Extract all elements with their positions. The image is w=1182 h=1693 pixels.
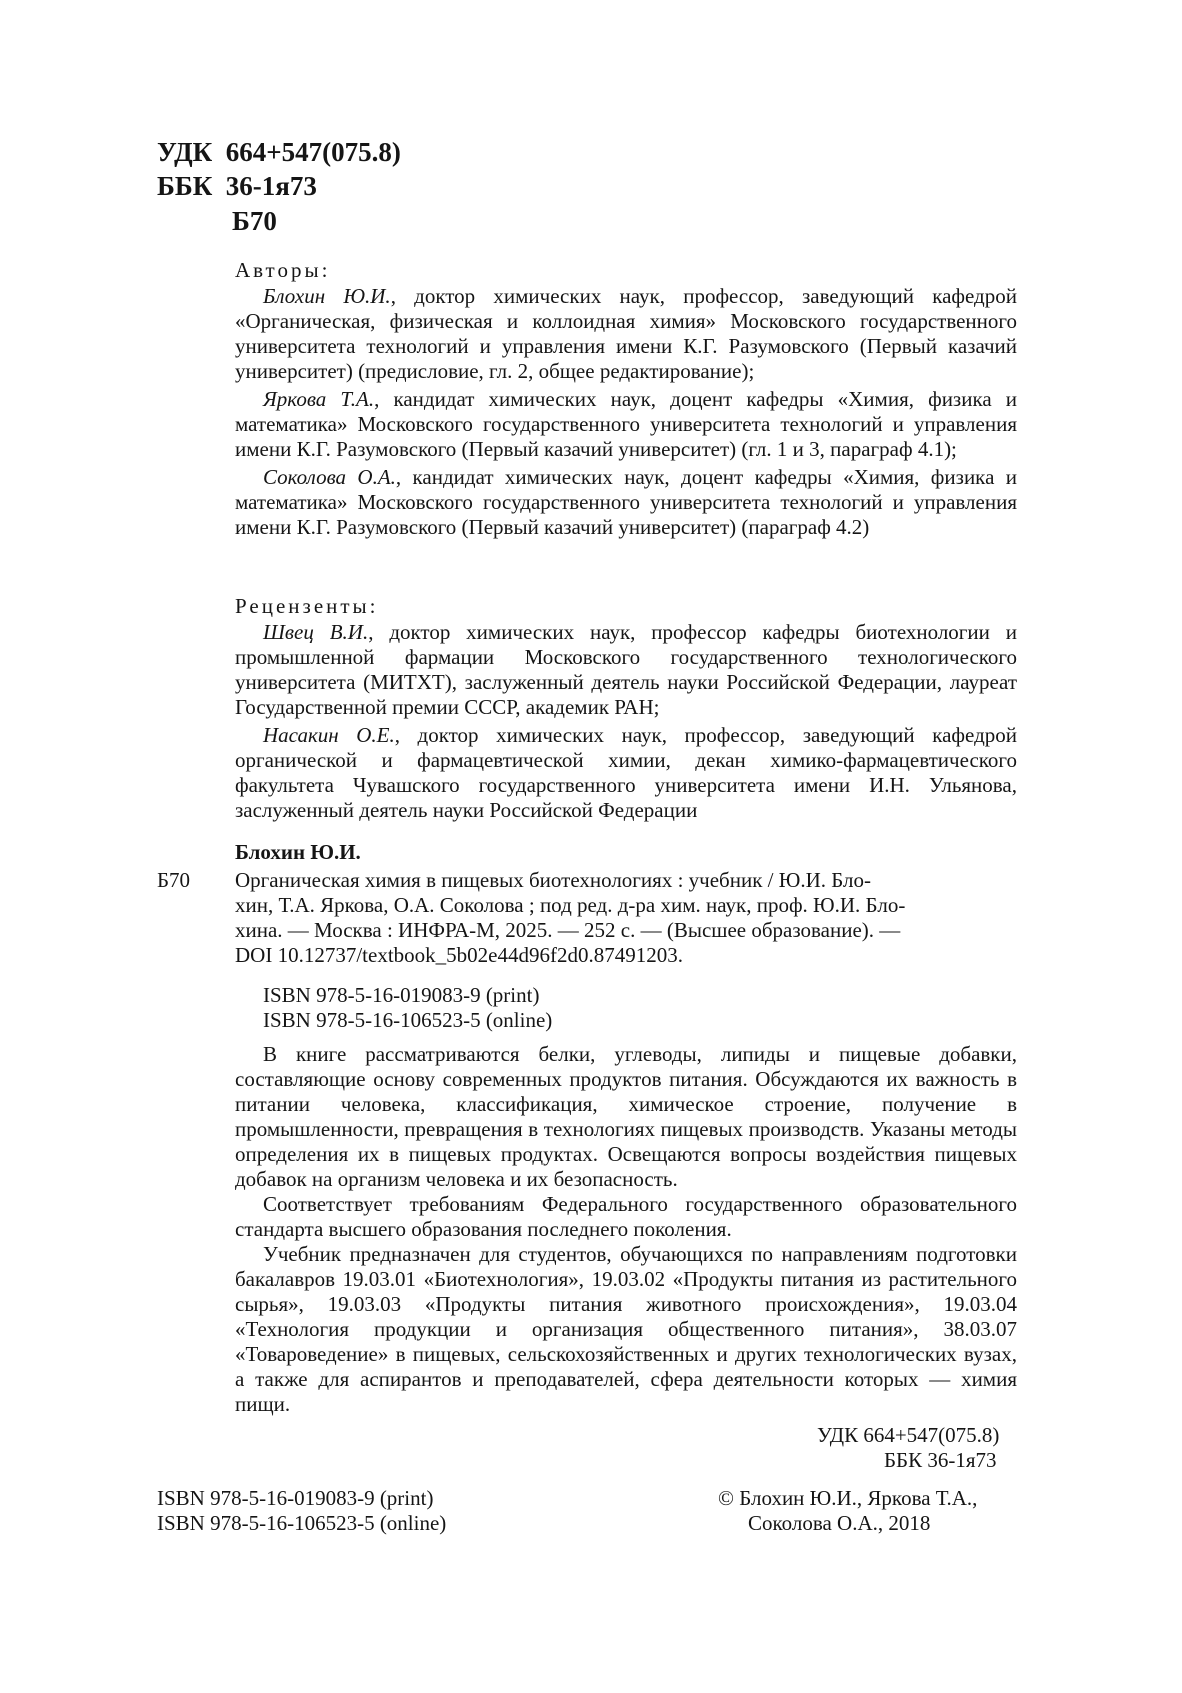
udk-line [157, 136, 401, 169]
copyright-line: Соколова О.А., 2018 [748, 1511, 931, 1535]
isbn-block [263, 983, 552, 1033]
annotation-paragraph: Соответствует требованиям Федерального государственного образовательного стандарта высшего образования последнего поколения. [235, 1192, 1017, 1241]
footer-isbn-print: ISBN 978-5-16-019083-9 (print) [157, 1486, 434, 1510]
copyright [718, 1486, 977, 1536]
author-description: , кандидат химических наук, доцент кафедры «Химия, физика и математика» Московского государственного университета технологий и управления имени К.Г. Разумовского (Первый казачий университет) (гл. 1 и 3, параграф 4.1); [235, 387, 1018, 461]
reviewer-name: Швец В.И. [263, 620, 369, 644]
authors-section [235, 258, 1017, 540]
bbk-line [157, 170, 317, 203]
annotation-paragraph: Учебник предназначен для студентов, обучающихся по направлениям подготовки бакалавров 19.03.01 «Биотехнология», 19.03.02 «Продукты питания из растительного сырья», 19.03.03 «Продукты питания животного происхождения», 19.03.04 «Технология продукции и организация общественного питания», 38.03.07 «Товароведение» в пищевых, сельскохозяйственных и других технологических вузах, а также для аспирантов и преподавателей, сфера деятельности которых — химия пищи. [235, 1242, 1017, 1416]
footer-isbn-online: ISBN 978-5-16-106523-5 (online) [157, 1511, 447, 1535]
isbn-online: ISBN 978-5-16-106523-5 (online) [263, 1008, 553, 1032]
reviewer-description: , доктор химических наук, профессор кафедры биотехнологии и промышленной фармации Московского государственного технологического университета (МИТХТ), заслуженный деятель науки Российской Федерации, лауреат Государственной премии СССР, академик РАН; [235, 620, 1017, 719]
reviewers-section [235, 594, 1017, 823]
author-name: Яркова Т.А. [263, 387, 375, 411]
udk-label: УДК [157, 137, 213, 167]
author-description: , доктор химических наук, профессор, заведующий кафедрой «Органическая, физическая и коллоидная химия» Московского государственного университета технологий и управления имени К.Г. Разумовского (Первый казачий университет) (предисловие, гл. 2, общее редактирование); [235, 284, 1017, 383]
bibliography-mark: Б70 [157, 868, 191, 892]
copyright-line: © Блохин Ю.И., Яркова Т.А., [718, 1486, 978, 1510]
bibliography-line: хина. — Москва : ИНФРА-М, 2025. — 252 с. — (Высшее образование). — [235, 918, 901, 942]
reviewers-title: Рецензенты: [235, 594, 379, 618]
reviewer-entry [235, 723, 1017, 823]
author-description: , кандидат химических наук, доцент кафедры «Химия, физика и математика» Московского государственного университета технологий и управления имени К.Г. Разумовского (Первый казачий университет) (параграф 4.2) [235, 465, 1017, 539]
bibliography-line: Органическая химия в пищевых биотехнологиях : учебник / Ю.И. Бло- [235, 868, 871, 892]
bibliography-line: хин, Т.А. Яркова, О.А. Соколова ; под ред. д-ра хим. наук, проф. Ю.И. Бло- [235, 893, 906, 917]
annotation [235, 1042, 1017, 1417]
footer-udk: УДК 664+547(075.8) [817, 1423, 1000, 1447]
bibliography-record [235, 868, 1017, 968]
footer-bbk: ББК 36-1я73 [884, 1448, 997, 1472]
author-name: Блохин Ю.И. [263, 284, 391, 308]
reviewer-name: Насакин О.Е. [263, 723, 395, 747]
bbk-value: 36-1я73 [225, 171, 317, 201]
author-entry [235, 284, 1017, 384]
author-entry [235, 465, 1017, 540]
author-entry [235, 387, 1017, 462]
reviewer-entry [235, 620, 1017, 720]
bibliography-author: Блохин Ю.И. [235, 840, 361, 864]
footer-classification [817, 1423, 999, 1473]
authors-title: Авторы: [235, 258, 331, 282]
bibliography-line: DOI 10.12737/textbook_5b02e44d96f2d0.87491203. [235, 943, 683, 967]
bbk-label: ББК [157, 171, 213, 201]
author-name: Соколова О.А. [263, 465, 396, 489]
isbn-print: ISBN 978-5-16-019083-9 (print) [263, 983, 540, 1007]
author-mark: Б70 [232, 206, 277, 236]
footer-isbn [157, 1486, 446, 1536]
annotation-paragraph: В книге рассматриваются белки, углеводы, липиды и пищевые добавки, составляющие основу современных продуктов питания. Обсуждаются их важность в питании человека, классификация, химическое строение, получение в промышленности, превращения в технологиях пищевых производств. Указаны методы определения их в пищевых продуктах. Освещаются вопросы воздействия пищевых добавок на организм человека и их безопасность. [235, 1042, 1017, 1191]
udk-value: 664+547(075.8) [225, 137, 401, 167]
reviewer-description: , доктор химических наук, профессор, заведующий кафедрой органической и фармацевтической химии, декан химико-фармацевтического факультета Чувашского государственного университета имени И.Н. Ульянова, заслуженный деятель науки Российской Федерации [235, 723, 1017, 822]
